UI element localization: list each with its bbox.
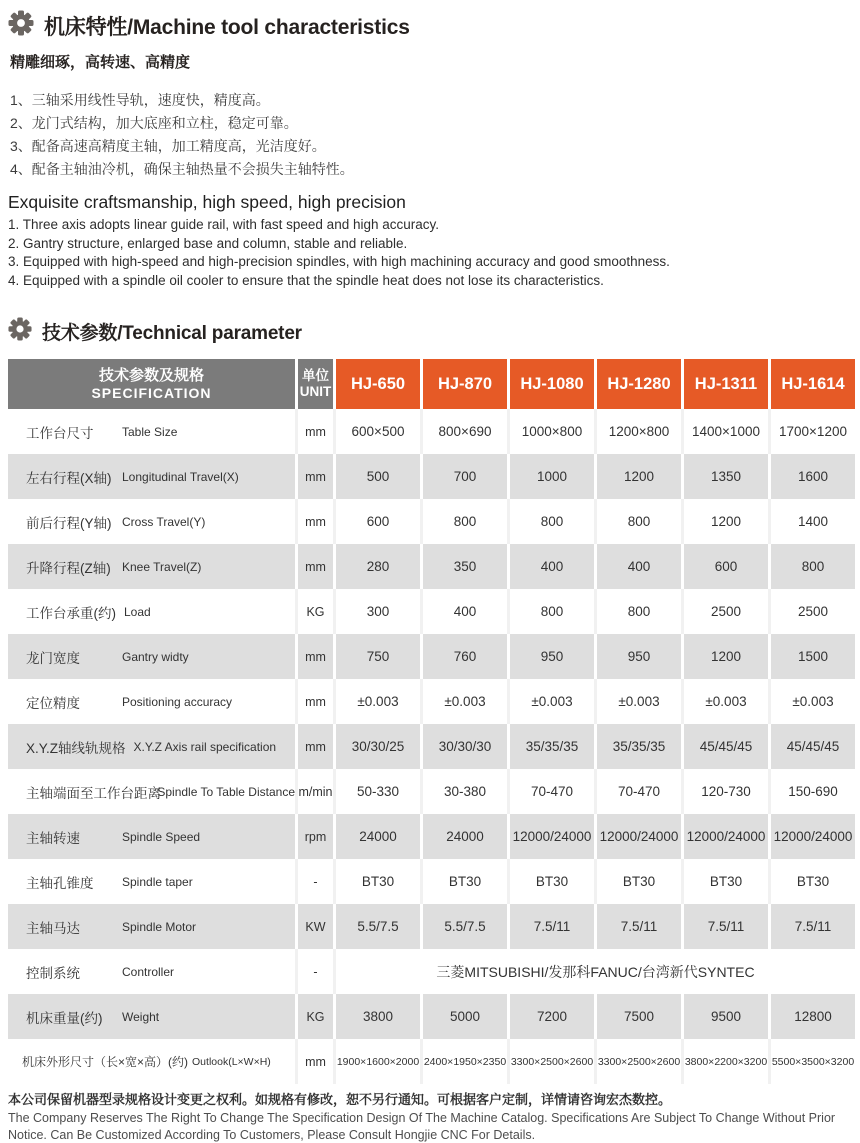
unit-cell: mm <box>295 544 333 589</box>
table-row <box>8 544 855 589</box>
spec-label-cn: 龙门宽度 <box>26 650 80 666</box>
value-cell: BT30 <box>420 859 507 904</box>
spec-label-cn: X.Y.Z轴线轨规格 <box>26 740 126 756</box>
value-cell: 7.5/11 <box>681 904 768 949</box>
value-cell: 5000 <box>420 994 507 1039</box>
model-column-header: HJ-1614 <box>768 359 855 409</box>
value-cell: 1200 <box>681 499 768 544</box>
footer-note-cn: 本公司保留机器型录规格设计变更之权利。如规格有修改，恕不另行通知。可根据客户定制，详情请咨询宏杰数控。 <box>8 1092 672 1107</box>
value-cell: BT30 <box>333 859 420 904</box>
value-cell: 1200 <box>594 454 681 499</box>
unit-cell: - <box>295 949 333 994</box>
value-cell: BT30 <box>594 859 681 904</box>
table-row <box>8 409 855 454</box>
spec-label-cn: 主轴端面至工作台距离 <box>26 785 161 801</box>
value-cell: 3800 <box>333 994 420 1039</box>
value-cell: 800 <box>507 499 594 544</box>
value-cell: 9500 <box>681 994 768 1039</box>
footer-notes <box>8 1091 855 1143</box>
value-cell: 12000/24000 <box>594 814 681 859</box>
table-row <box>8 679 855 724</box>
value-cell: BT30 <box>681 859 768 904</box>
value-cell: 45/45/45 <box>768 724 855 769</box>
value-cell: 3800×2200×3200 <box>681 1039 768 1084</box>
feature-item-cn: 3、配备高速高精度主轴，加工精度高，光洁度好。 <box>10 138 326 154</box>
spec-label-en: Spindle taper <box>122 874 193 889</box>
spec-label-cn: 升降行程(Z轴) <box>26 560 111 576</box>
spec-label-cn: 控制系统 <box>26 965 80 981</box>
value-cell: ±0.003 <box>333 679 420 724</box>
spec-label-en: Load <box>124 604 151 619</box>
spec-label-en: Table Size <box>122 424 178 439</box>
spec-label-cn: 前后行程(Y轴) <box>26 515 112 531</box>
spec-label-en: X.Y.Z Axis rail specification <box>133 739 277 754</box>
spec-label-cn: 定位精度 <box>26 695 80 711</box>
table-row <box>8 634 855 679</box>
specification-table <box>8 359 855 1084</box>
value-cell: 800 <box>507 589 594 634</box>
spec-header-cn: 技术参数及规格 <box>98 366 204 384</box>
spec-label-en: Positioning accuracy <box>122 694 233 709</box>
spec-label-cn: 机床外形尺寸（长×宽×高）(约) <box>22 1055 189 1069</box>
spec-label-en: Cross Travel(Y) <box>122 514 206 529</box>
value-cell: 24000 <box>420 814 507 859</box>
value-cell: 1350 <box>681 454 768 499</box>
value-cell: 400 <box>420 589 507 634</box>
value-cell: 500 <box>333 454 420 499</box>
table-header-row <box>8 359 855 409</box>
value-cell: 800 <box>420 499 507 544</box>
value-cell: 2400×1950×2350 <box>420 1039 507 1084</box>
value-cell: 35/35/35 <box>507 724 594 769</box>
value-cell: 600 <box>333 499 420 544</box>
value-cell: 280 <box>333 544 420 589</box>
value-cell: 1700×1200 <box>768 409 855 454</box>
model-column-header: HJ-650 <box>333 359 420 409</box>
value-cell: 1000×800 <box>507 409 594 454</box>
value-cell: 1400×1000 <box>681 409 768 454</box>
value-cell: 7.5/11 <box>507 904 594 949</box>
value-cell: ±0.003 <box>594 679 681 724</box>
spec-label-en: Spindle Speed <box>122 829 201 844</box>
value-cell: 800×690 <box>420 409 507 454</box>
table-row <box>8 454 855 499</box>
value-cell: 1200×800 <box>594 409 681 454</box>
spec-label-en: Spindle Motor <box>122 919 197 934</box>
value-cell: 400 <box>594 544 681 589</box>
feature-item-cn: 4、配备主轴油冷机，确保主轴热量不会损失主轴特性。 <box>10 161 354 177</box>
spec-header-en: SPECIFICATION <box>91 384 212 401</box>
value-cell: 5.5/7.5 <box>420 904 507 949</box>
feature-heading-en: Exquisite craftsmanship, high speed, high precision <box>8 192 406 212</box>
value-cell: 800 <box>594 499 681 544</box>
value-cell: BT30 <box>507 859 594 904</box>
value-cell: 5.5/7.5 <box>333 904 420 949</box>
value-cell: 30-380 <box>420 769 507 814</box>
value-cell: ±0.003 <box>768 679 855 724</box>
spec-label-en: Spindle To Table Distance <box>157 784 295 799</box>
model-column-header: HJ-1080 <box>507 359 594 409</box>
spec-label-cn: 工作台尺寸 <box>26 425 94 441</box>
value-cell: 800 <box>768 544 855 589</box>
value-cell: 120-730 <box>681 769 768 814</box>
value-cell: 3300×2500×2600 <box>507 1039 594 1084</box>
value-cell: 50-330 <box>333 769 420 814</box>
model-column-header: HJ-1311 <box>681 359 768 409</box>
value-cell: 3300×2500×2600 <box>594 1039 681 1084</box>
value-cell: 150-690 <box>768 769 855 814</box>
machine-characteristics-header <box>8 10 855 41</box>
value-cell: 70-470 <box>594 769 681 814</box>
spec-label-cn: 主轴孔锥度 <box>26 875 94 891</box>
technical-parameter-header <box>8 317 855 346</box>
unit-cell: mm <box>295 679 333 724</box>
spec-label-en: Gantry widty <box>122 649 189 664</box>
value-cell: 7.5/11 <box>768 904 855 949</box>
value-cell: 5500×3500×3200 <box>768 1039 855 1084</box>
value-cell: 750 <box>333 634 420 679</box>
unit-cell: mm <box>295 409 333 454</box>
value-cell: 1600 <box>768 454 855 499</box>
value-cell: 12000/24000 <box>507 814 594 859</box>
footer-note-en: The Company Reserves The Right To Change The Specification Design Of The Machine Catalog. Specifications Are Subject To Change Without Prior Notice. Can Be Customized According To Customers, Please Consult Hongjie CNC For Details. <box>8 1111 836 1142</box>
value-cell: 70-470 <box>507 769 594 814</box>
spec-label-en: Knee Travel(Z) <box>122 559 202 574</box>
table-row <box>8 769 855 814</box>
table-row <box>8 589 855 634</box>
value-cell: ±0.003 <box>420 679 507 724</box>
value-cell: 12000/24000 <box>768 814 855 859</box>
value-cell: 800 <box>594 589 681 634</box>
feature-item-cn: 1、三轴采用线性导轨，速度快，精度高。 <box>10 92 270 108</box>
feature-item-en: 1. Three axis adopts linear guide rail, with fast speed and high accuracy. <box>8 217 439 232</box>
value-cell: 1000 <box>507 454 594 499</box>
value-cell: 350 <box>420 544 507 589</box>
subtitle-cn: 精雕细琢，高转速、高精度 <box>10 54 191 71</box>
feature-item-en: 4. Equipped with a spindle oil cooler to ensure that the spindle heat does not lose its characteristics. <box>8 272 604 288</box>
value-cell: 700 <box>420 454 507 499</box>
feature-item-cn: 2、龙门式结构，加大底座和立柱，稳定可靠。 <box>10 115 298 131</box>
value-cell: 7.5/11 <box>594 904 681 949</box>
unit-cell: KG <box>295 589 333 634</box>
value-cell: 30/30/25 <box>333 724 420 769</box>
feature-list-cn <box>10 89 855 181</box>
value-cell: 45/45/45 <box>681 724 768 769</box>
value-cell: ±0.003 <box>507 679 594 724</box>
model-column-header: HJ-870 <box>420 359 507 409</box>
value-cell: 1500 <box>768 634 855 679</box>
spec-label-en: Weight <box>122 1009 160 1024</box>
value-cell: ±0.003 <box>681 679 768 724</box>
table-row <box>8 1039 855 1084</box>
section-title-machine-characteristics: 机床特性/Machine tool characteristics <box>44 15 410 39</box>
gear-icon <box>8 10 34 41</box>
unit-column-header: 单位 UNIT <box>295 359 333 409</box>
value-cell: 950 <box>594 634 681 679</box>
value-cell: BT30 <box>768 859 855 904</box>
value-cell: 400 <box>507 544 594 589</box>
unit-cell: KG <box>295 994 333 1039</box>
value-cell: 2500 <box>768 589 855 634</box>
spec-label-en: Controller <box>122 964 175 979</box>
table-row <box>8 994 855 1039</box>
unit-cell: mm <box>295 724 333 769</box>
spec-label-en: Outlook(L×W×H) <box>192 1055 271 1068</box>
table-row <box>8 724 855 769</box>
spec-column-header <box>8 359 295 409</box>
value-cell: 30/30/30 <box>420 724 507 769</box>
model-column-header: HJ-1280 <box>594 359 681 409</box>
unit-cell: mm <box>295 1039 333 1084</box>
value-cell: 300 <box>333 589 420 634</box>
spec-label-cn: 主轴马达 <box>26 920 80 936</box>
table-row <box>8 949 855 994</box>
unit-cell: - <box>295 859 333 904</box>
table-row <box>8 814 855 859</box>
value-cell: 1200 <box>681 634 768 679</box>
spec-label-cn: 主轴转速 <box>26 830 80 846</box>
value-cell: 1900×1600×2000 <box>333 1039 420 1084</box>
unit-cell: rpm <box>295 814 333 859</box>
spec-label-en: Longitudinal Travel(X) <box>122 469 239 484</box>
unit-cell: mm <box>295 634 333 679</box>
value-cell: 2500 <box>681 589 768 634</box>
feature-list-en <box>8 216 855 290</box>
controller-value-cell: 三菱MITSUBISHI/发那科FANUC/台湾新代SYNTEC <box>333 949 855 994</box>
table-row <box>8 499 855 544</box>
value-cell: 600 <box>681 544 768 589</box>
feature-item-en: 2. Gantry structure, enlarged base and column, stable and reliable. <box>8 235 408 251</box>
value-cell: 7500 <box>594 994 681 1039</box>
value-cell: 1400 <box>768 499 855 544</box>
spec-label-cn: 机床重量(约) <box>26 1010 103 1026</box>
unit-cell: mm <box>295 454 333 499</box>
value-cell: 12000/24000 <box>681 814 768 859</box>
value-cell: 7200 <box>507 994 594 1039</box>
unit-cell: mm <box>295 499 333 544</box>
spec-label-cn: 工作台承重(约) <box>26 605 116 621</box>
gear-icon <box>8 317 32 346</box>
spec-label-cn: 左右行程(X轴) <box>26 470 112 486</box>
value-cell: 600×500 <box>333 409 420 454</box>
value-cell: 12800 <box>768 994 855 1039</box>
feature-item-en: 3. Equipped with high-speed and high-precision spindles, with high machining accuracy and good smoothness. <box>8 254 670 269</box>
table-row <box>8 904 855 949</box>
value-cell: 24000 <box>333 814 420 859</box>
value-cell: 760 <box>420 634 507 679</box>
table-row <box>8 859 855 904</box>
unit-cell: m/min <box>295 769 333 814</box>
unit-cell: KW <box>295 904 333 949</box>
value-cell: 950 <box>507 634 594 679</box>
section-title-technical-parameter: 技术参数/Technical parameter <box>42 323 302 344</box>
value-cell: 35/35/35 <box>594 724 681 769</box>
